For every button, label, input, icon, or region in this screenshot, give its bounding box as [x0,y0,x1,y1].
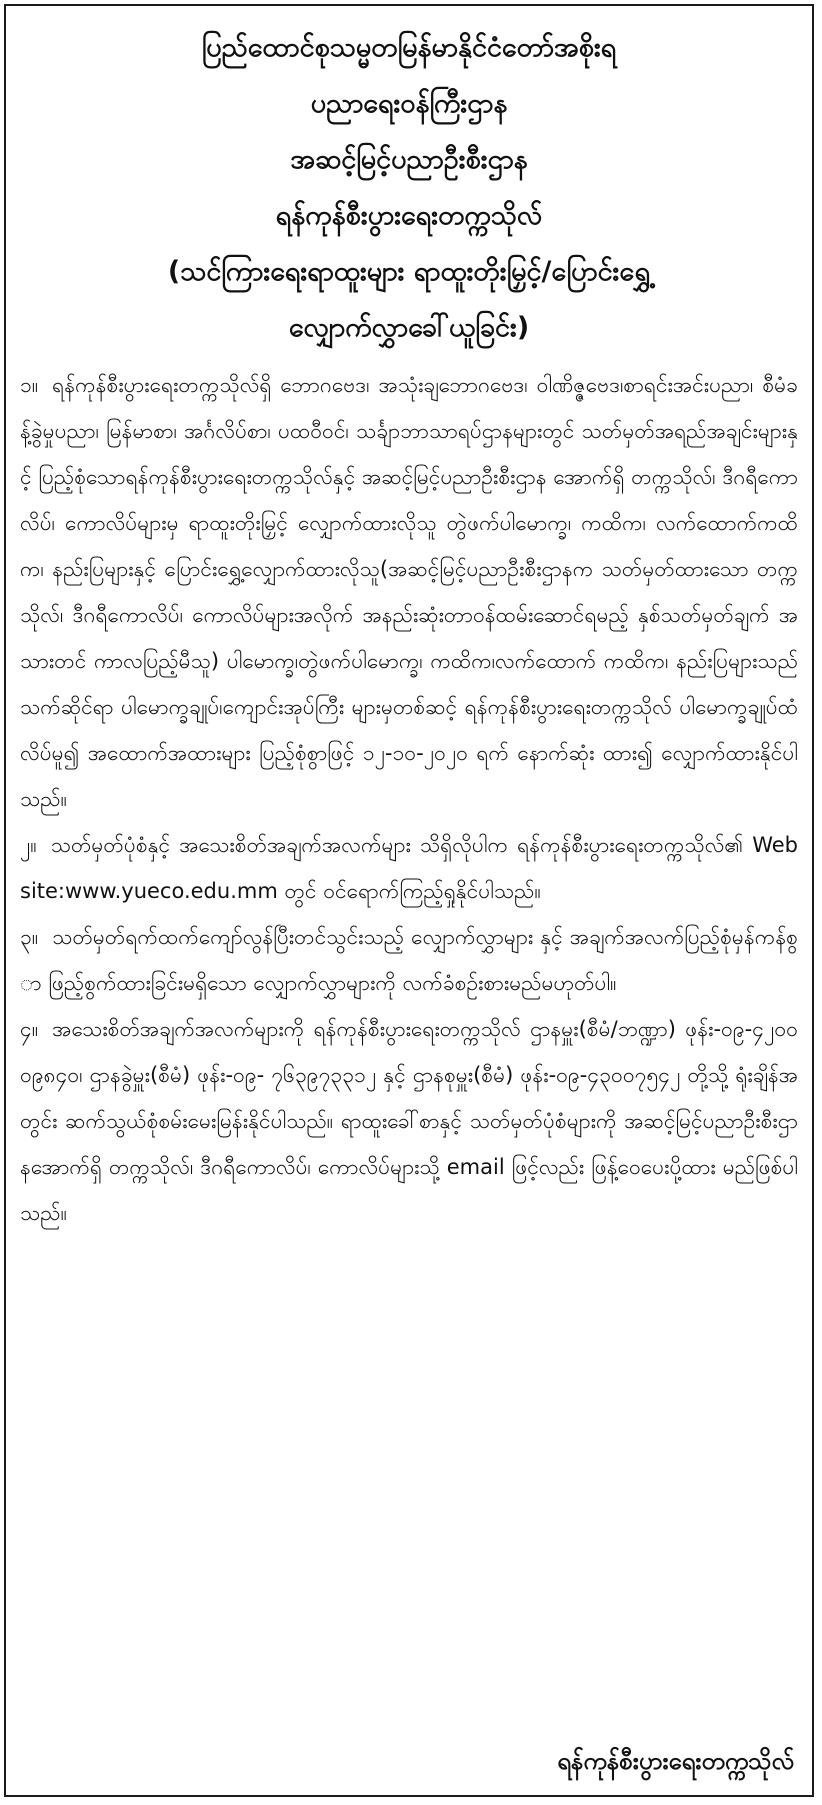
paragraph-number: ၂။ [20,833,37,857]
paragraph-3 [20,914,798,1006]
paragraph-number: ၄။ [20,1017,39,1041]
signature: ရန်ကုန်စီးပွားရေးတက္ကသိုလ် [557,1747,794,1775]
announcement-header [6,6,812,356]
header-line-university: ရန်ကုန်စီးပွားရေးတက္ကသိုလ် [275,200,543,231]
paragraph-text: သတ်မှတ်ရက်ထက်ကျော်လွန်ပြီးတင်သွင်းသည့် လျှောက်လွှာများ နှင့် အချက်အလက်ပြည့်စုံမှန်ကန်စွာ ဖြည့်စွက်ထားခြင်းမရှိသော လျှောက်လွှာများကို လက်ခံစဉ်းစားမည်မဟုတ်ပါ။ [20,925,798,995]
announcement-frame [4,4,814,1797]
paragraph-text: သတ်မှတ်ပုံစံနှင့် အသေးစိတ်အချက်အလက်များ သိရှိလိုပါက ရန်ကုန်စီးပွားရေးတက္ကသိုလ်၏ Website:www.yueco.edu.mm တွင် ဝင်ရောက်ကြည့်ရှုနိုင်ပါသည်။ [20,833,798,903]
paragraph-number: ၃။ [20,925,39,949]
announcement-body [6,356,812,1236]
header-line-ministry: ပညာရေးဝန်ကြီးဌာန [310,88,508,119]
paragraph-4 [20,1006,798,1236]
paragraph-text: ရန်ကုန်စီးပွားရေးတက္ကသိုလ်ရှိ ဘောဂဗေဒ၊ အသုံးချဘောဂဗေဒ၊ ဝါဏိဇ္ဇဗေဒ၊စာရင်းအင်းပညာ၊ စီမံခန့်ခွဲမှုပညာ၊ မြန်မာစာ၊ အင်္ဂလိပ်စာ၊ ပထဝီဝင်၊ သင်္ချာဘာသာရပ်ဌာနများတွင် သတ်မှတ်အရည်အချင်းများနှင့် ပြည့်စုံသောရန်ကုန်စီးပွားရေးတက္ကသိုလ်နှင့် အဆင့်မြင့်ပညာဦးစီးဌာန အောက်ရှိ တက္ကသိုလ်၊ ဒီဂရီကောလိပ်၊ ကောလိပ်များမှ ရာထူးတိုးမြှင့် လျှောက်ထားလိုသူ တွဲဖက်ပါမောက္ခ၊ ကထိက၊ လက်ထောက်ကထိက၊ နည်းပြများနှင့် ပြောင်းရွှေ့လျှောက်ထားလိုသူ(အဆင့်မြင့်ပညာဦးစီးဌာနက သတ်မှတ်ထားသော တက္ကသိုလ်၊ ဒီဂရီကောလိပ်၊ ကောလိပ်များအလိုက် အနည်းဆုံးတာဝန်ထမ်းဆောင်ရမည့် နှစ်သတ်မှတ်ချက် အသားတင် ကာလပြည့်မီသူ) ပါမောက္ခ၊တွဲဖက်ပါမောက္ခ၊ ကထိက၊လက်ထောက် ကထိက၊ နည်းပြများသည် သက်ဆိုင်ရာ ပါမောက္ခချုပ်၊ကျောင်းအုပ်ကြီး များမှတစ်ဆင့် ရန်ကုန်စီးပွားရေးတက္ကသိုလ် ပါမောက္ခချုပ်ထံလိပ်မူ၍ အထောက်အထားများ ပြည့်စုံစွာဖြင့် ၁၂-၁၀-၂၀၂၀ ရက် နောက်ဆုံး ထား၍ လျှောက်ထားနိုင်ပါသည်။ [20,373,798,811]
header-line-subject-2: လျှောက်လွှာခေါ်ယူခြင်း) [288,312,530,343]
header-line-subject-1: (သင်ကြားရေးရာထူးများ ရာထူးတိုးမြှင့်/ပြောင်းရွှေ့ [167,256,651,287]
header-line-government: ပြည်ထောင်စုသမ္မတမြန်မာနိုင်ငံတော်အစိုးရ [201,32,617,63]
paragraph-1 [20,362,798,822]
header-line-department: အဆင့်မြင့်ပညာဦးစီးဌာန [290,144,528,175]
paragraph-text: အသေးစိတ်အချက်အလက်များကို ရန်ကုန်စီးပွားရေးတက္ကသိုလ် ဌာနမှူး(စီမံ/ဘဏ္ဍာ) ဖုန်း-၀၉-၄၂၀၀၀၉၈၄၀၊ ဌာနခွဲမှူး(စီမံ) ဖုန်း-၀၉- ၇၆၃၉၇၃၃၁၂ နှင့် ဌာနစုမှူး(စီမံ) ဖုန်း-၀၉-၄၃၀၀၇၅၄၂ တို့သို့ ရုံးချိန်အတွင်း ဆက်သွယ်စုံစမ်းမေးမြန်းနိုင်ပါသည်။ ရာထူးခေါ်စာနှင့် သတ်မှတ်ပုံစံများကို အဆင့်မြင့်ပညာဦးစီးဌာနအောက်ရှိ တက္ကသိုလ်၊ ဒီဂရီကောလိပ်၊ ကောလိပ်များသို့ email ဖြင့်လည်း ဖြန့်ဝေပေးပို့ထား မည်ဖြစ်ပါသည်။ [20,1017,798,1225]
paragraph-number: ၁။ [20,373,39,397]
paragraph-2 [20,822,798,914]
